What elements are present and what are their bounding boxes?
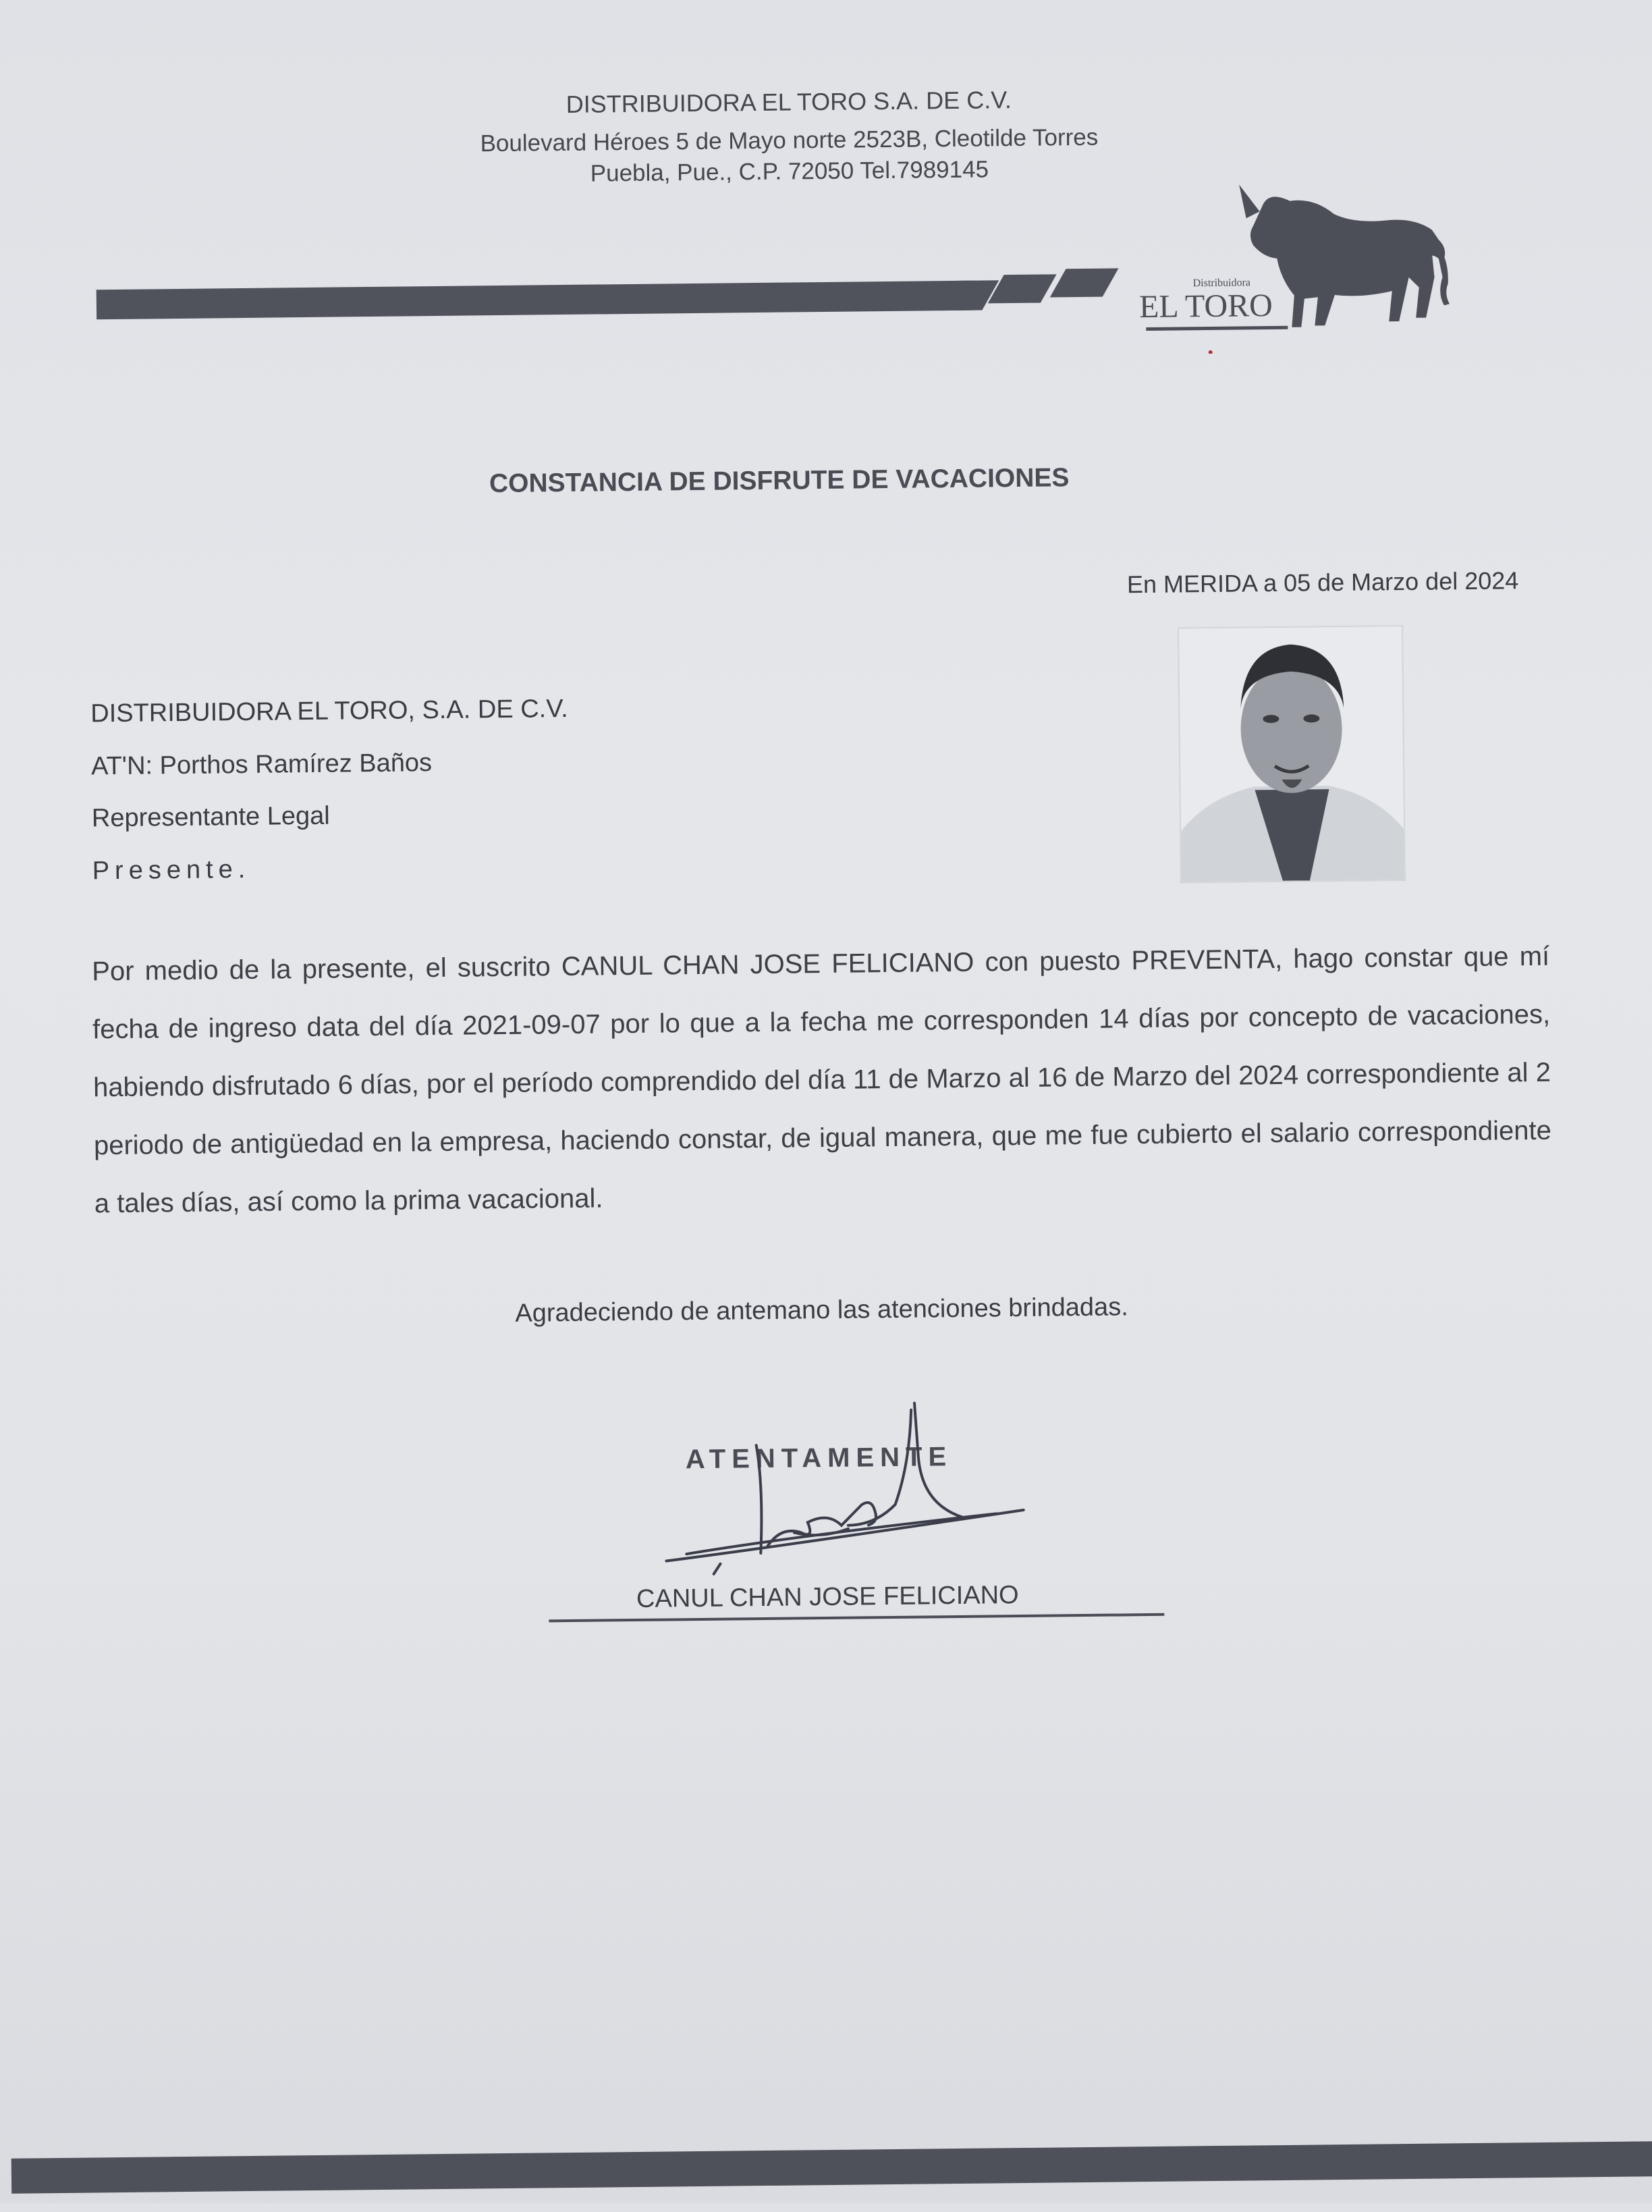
recipient-attention: AT'N: Porthos Ramírez Baños	[90, 749, 433, 781]
header-band	[97, 281, 974, 320]
body-paragraph: Por medio de la presente, el suscrito CANUL CHAN JOSE FELICIANO con puesto PREVENTA, hago constar que mí fecha de ingreso data del día 2021-09-07 por lo que a la fecha me corresponden 14 días por concepto de vacaciones, habiendo disfrutado 6 días, por el período comprendido del día 11 de Marzo al 16 de Marzo del 2024 correspondiente al 2 periodo de antigüedad en la empresa, haciendo constar, de igual manera, que me fue cubierto el salario correspondiente a tales días, así como la prima vacacional.	[92, 941, 1552, 1219]
header-band-dash-2	[1050, 268, 1119, 297]
date-line: En MERIDA a 05 de Marzo del 2024	[1126, 566, 1519, 599]
signer-name: CANUL CHAN JOSE FELICIANO	[636, 1581, 1019, 1613]
recipient-presente: Presente.	[92, 855, 251, 886]
thanks-line: Agradeciendo de antemano las atenciones brindadas.	[515, 1293, 1128, 1328]
document-title: CONSTANCIA DE DISFRUTE DE VACACIONES	[489, 463, 1070, 499]
recipient-company: DISTRIBUIDORA EL TORO, S.A. DE C.V.	[90, 694, 568, 728]
closing-atentamente: ATENTAMENTE	[685, 1442, 953, 1475]
handwritten-signature	[644, 1388, 1038, 1595]
header-band-dash-1	[988, 274, 1057, 303]
footer-band	[11, 2141, 1652, 2194]
logo-brand-text: EL TORO	[1138, 288, 1273, 325]
signature-line	[549, 1613, 1164, 1623]
letterhead-address-line-2: Puebla, Pue., C.P. 72050 Tel.7989145	[590, 156, 989, 187]
el-toro-bull-logo	[1131, 176, 1450, 354]
logo-small-text: Distribuidora	[1192, 277, 1251, 290]
employee-photo	[1178, 625, 1406, 883]
portrait-image	[1179, 626, 1404, 882]
recipient-role: Representante Legal	[91, 801, 330, 833]
letterhead-address-line-1: Boulevard Héroes 5 de Mayo norte 2523B, Cleotilde Torres	[480, 124, 1099, 157]
letterhead-company-name: DISTRIBUIDORA EL TORO S.A. DE C.V.	[566, 86, 1012, 118]
